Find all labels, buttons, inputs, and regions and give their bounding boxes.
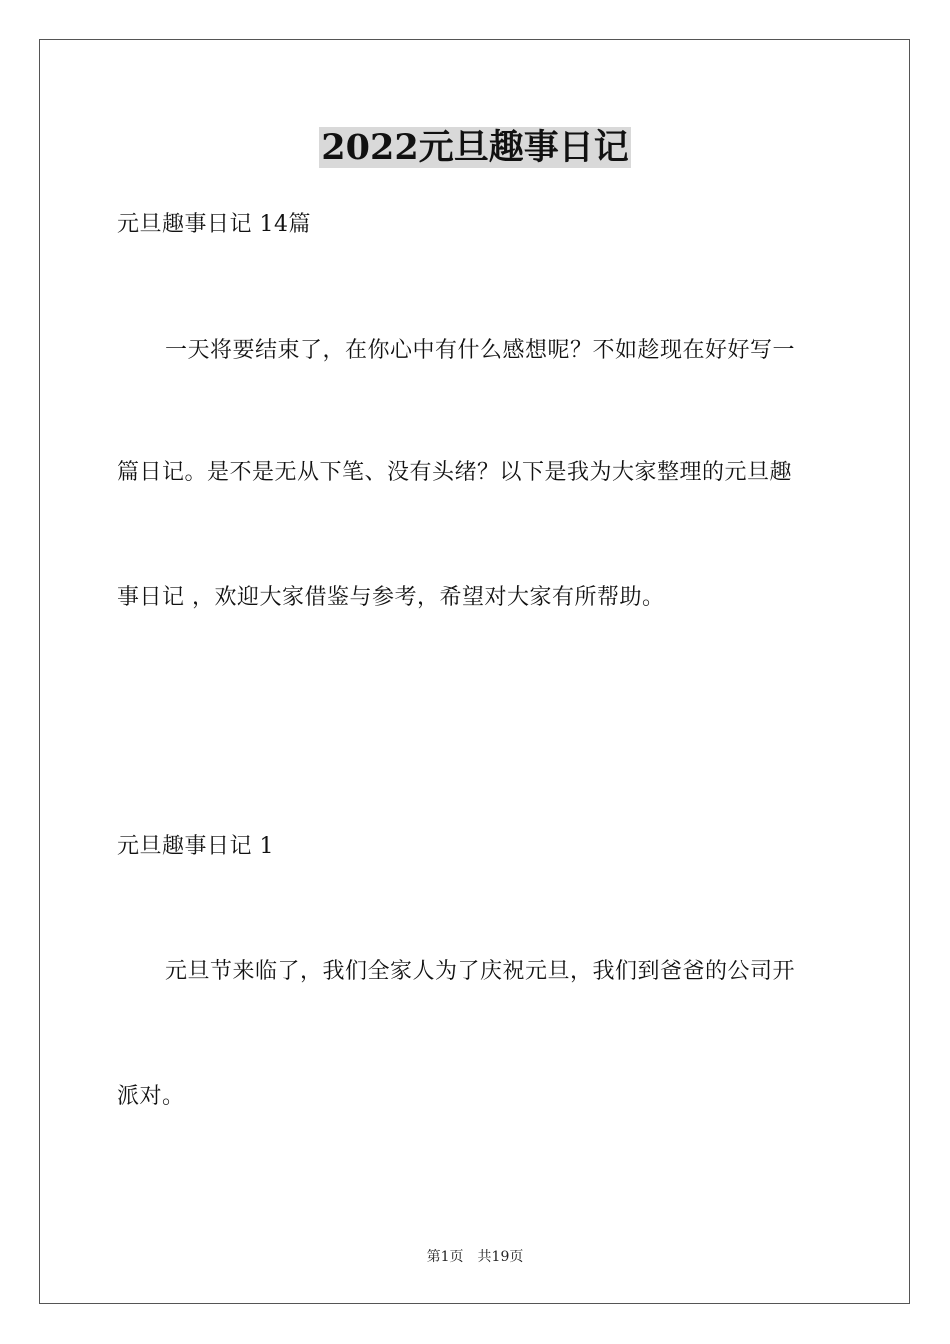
page-number: 第1页 xyxy=(426,1249,464,1265)
intro-paragraph-line-3: 事日记 ，欢迎大家借鉴与参考，希望对大家有所帮助。 xyxy=(117,585,665,610)
section-heading: 元旦趣事日记 1 xyxy=(117,834,274,859)
document-subtitle: 元旦趣事日记 14篇 xyxy=(117,212,311,237)
intro-paragraph-line-2: 篇日记。是不是无从下笔、没有头绪？以下是我为大家整理的元旦趣 xyxy=(117,460,793,485)
document-title xyxy=(0,126,950,170)
page-total: 共19页 xyxy=(477,1249,524,1265)
section-paragraph-line-1: 元旦节来临了，我们全家人为了庆祝元旦，我们到爸爸的公司开 xyxy=(165,959,796,984)
intro-paragraph-line-1: 一天将要结束了，在你心中有什么感想呢？不如趁现在好好写一 xyxy=(165,338,796,363)
page-footer xyxy=(0,1247,950,1267)
document-title-text: 2022元旦趣事日记 xyxy=(321,127,629,168)
section-paragraph-line-2: 派对。 xyxy=(117,1084,185,1109)
